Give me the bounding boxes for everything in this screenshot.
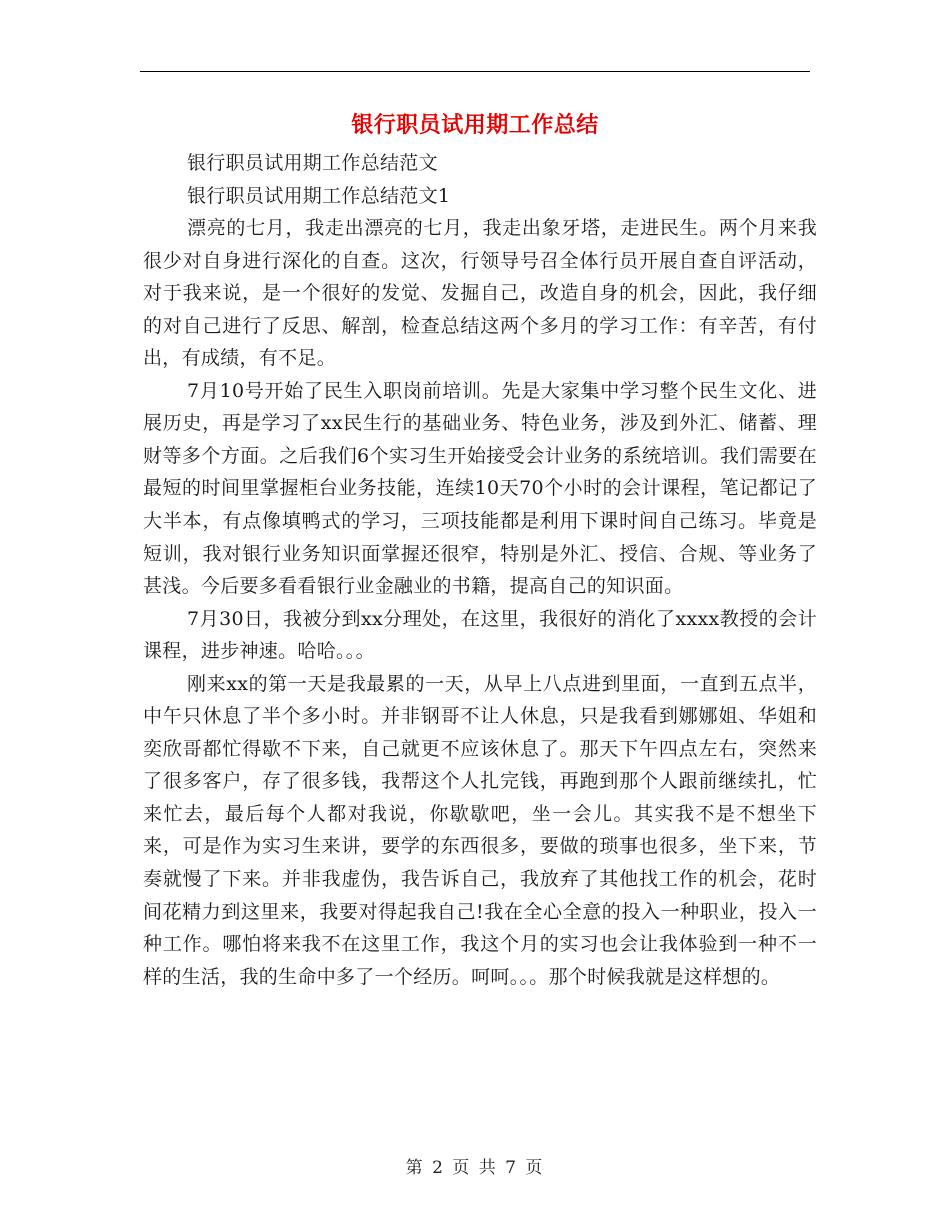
page-number: 第 2 页 共 7 页 xyxy=(405,1158,545,1178)
paragraph-first-day: 刚来xx的第一天是我最累的一天，从早上八点进到里面，一直到五点半，中午只休息了半个多小时。并非钢哥不让人休息，只是我看到娜娜姐、华姐和奕欣哥都忙得歇不下来，自己就更不应该休息了。那天下午四点左右，突然来了很多客户，存了很多钱，我帮这个人扎完钱，再跑到那个人跟前继续扎，忙来忙去，最后每个人都对我说，你歇歇吧，坐一会儿。其实我不是不想坐下来，可是作为实习生来讲，要学的东西很多，要做的琐事也很多，坐下来，节奏就慢了下来。并非我虚伪，我告诉自己，我放弃了其他找工作的机会，花时间花精力到这里来，我要对得起我自己!我在全心全意的投入一种职业，投入一种工作。哪怕将来我不在这里工作，我这个月的实习也会让我体验到一种不一样的生活，我的生命中多了一个经历。呵呵。。。那个时候我就是这样想的。 xyxy=(143,672,817,988)
paragraph-subtitle: 银行职员试用期工作总结范文 xyxy=(187,152,438,174)
paragraph-assignment: 7月30日，我被分到xx分理处，在这里，我很好的消化了xxxx教授的会计课程，进步神速。哈哈。。。 xyxy=(143,607,817,663)
paragraph-intro: 漂亮的七月，我走出漂亮的七月，我走出象牙塔，走进民生。两个月来我很少对自身进行深化的自查。这次，行领导号召全体行员开展自查自评活动，对于我来说，是一个很好的发觉、发掘自己，改造自身的机会，因此，我仔细的对自己进行了反思、解剖，检查总结这两个多月的学习工作：有辛苦，有付出，有成绩，有不足。 xyxy=(143,217,817,370)
paragraph-section-heading: 银行职员试用期工作总结范文1 xyxy=(187,184,451,207)
header-rule xyxy=(140,71,810,72)
paragraph-training: 7月10号开始了民生入职岗前培训。先是大家集中学习整个民生文化、进展历史，再是学习了xx民生行的基础业务、特色业务，涉及到外汇、储蓄、理财等多个方面。之后我们6个实习生开始接受会计业务的系统培训。我们需要在最短的时间里掌握柜台业务技能，连续10天70个小时的会计课程，笔记都记了大半本，有点像填鸭式的学习，三项技能都是利用下课时间自己练习。毕竟是短训，我对银行业务知识面掌握还很窄，特别是外汇、授信、合规、等业务了甚浅。今后要多看看银行业金融业的书籍，提高自己的知识面。 xyxy=(143,379,817,598)
document-title: 银行职员试用期工作总结 xyxy=(351,112,599,138)
document-body xyxy=(143,147,817,993)
